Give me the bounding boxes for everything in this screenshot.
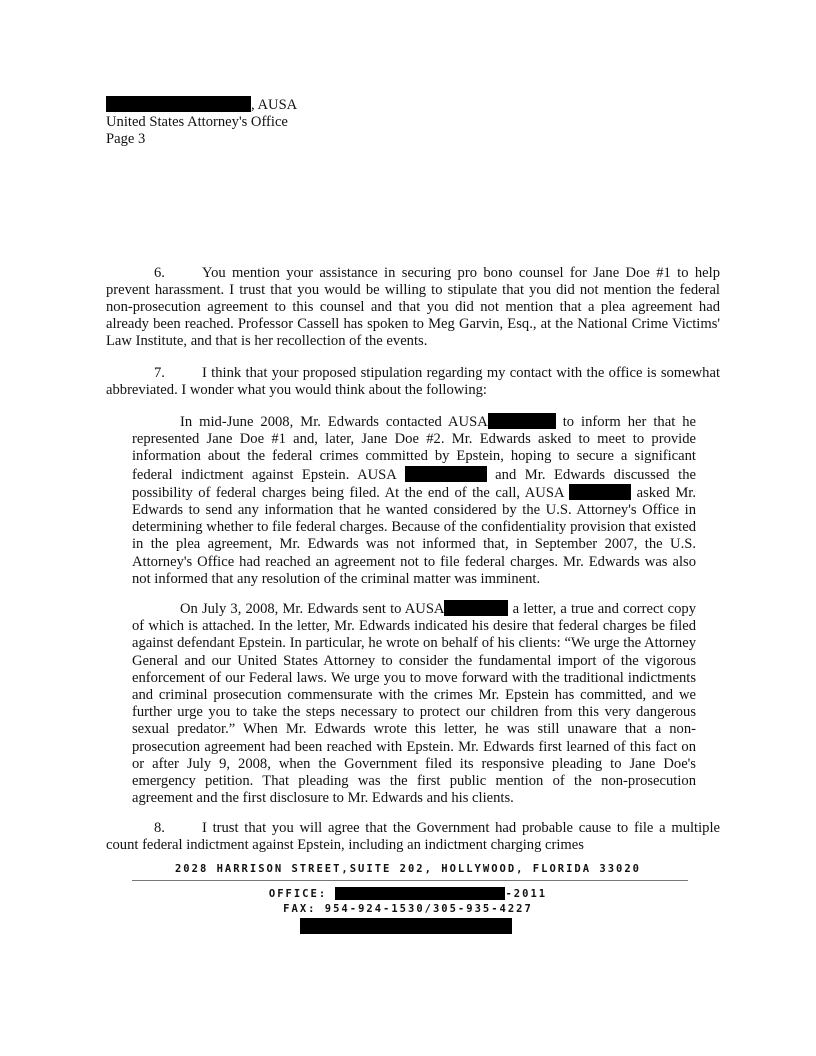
paragraph-number: 7. [154, 364, 165, 381]
page-number: Page 3 [106, 131, 146, 148]
redaction [106, 96, 251, 112]
quote-text: a letter, a true and correct copy of which is attached. In the letter, Mr. Edwards indicated his desire that federal charges be filed against defendant Epstein. In particular, he wrote on behalf of his clients: “We urge the Attorney General and our United States Attorney to consider the fundamental import of the vigorous enforcement of our Federal laws. We urge you to move forward with the traditional indictments and criminal prosecution commensurate with the crimes Mr. Epstein has committed, and we further urge you to take the steps necessary to protect our children from this very dangerous sexual predator.” When Mr. Edwards wrote this letter, he was still unaware that a non-prosecution agreement had been reached with Epstein. Mr. Edwards first learned of this fact on or after July 9, 2008, when the Government filed its responsive pleading to Jane Doe's emergency petition. That pleading was the first public mention of the non-prosecution agreement and the first disclosure to Mr. Edwards and his clients. [132, 601, 696, 807]
redaction [569, 484, 631, 500]
redaction [335, 887, 505, 900]
redaction [444, 600, 508, 616]
letter-header [106, 96, 816, 149]
office-phone-suffix: -2011 [505, 887, 548, 900]
block-quote-2 [132, 600, 696, 807]
paragraph-6 [106, 265, 720, 351]
quote-text: and Mr. Edwards discussed the possibility of federal charges being filed. At the end of the call, AUSA [132, 466, 696, 501]
block-quote-1 [132, 413, 696, 588]
quote-text: In mid-June 2008, Mr. Edwards contacted AUSA [180, 414, 488, 431]
paragraph-text: I trust that you will agree that the Government had probable cause to file a multiple count federal indictment against Epstein, including an indictment charging crimes [106, 819, 720, 853]
paragraph-7 [106, 365, 720, 399]
paragraph-number: 8. [154, 819, 165, 836]
office-label: OFFICE: [268, 887, 328, 900]
addressee-title: , AUSA [251, 97, 298, 113]
footer-office [0, 887, 816, 902]
quote-text: to inform her that he represented Jane Doe #1 and, later, Jane Doe #2. Mr. Edwards asked to meet to provide information about the federal crimes committed by Epstein, hoping to secure a significant federal indictment against Epstein. AUSA [132, 414, 696, 483]
quote-text: asked Mr. Edwards to send any information that he wanted considered by the U.S. Attorney's Office in determining whether to file federal charges. Because of the confidentiality provision that existed in the plea agreement, Mr. Edwards was not informed that, in September 2007, the U.S. Attorney's Office had reached an agreement not to file federal charges. Mr. Edwards was also not informed that any resolution of the criminal matter was imminent. [132, 484, 696, 587]
paragraph-8 [106, 820, 720, 854]
footer-address: 2028 HARRISON STREET,SUITE 202, HOLLYWOOD, FLORIDA 33020 [174, 862, 641, 875]
redaction [488, 413, 556, 429]
redaction [405, 466, 487, 482]
quote-text: On July 3, 2008, Mr. Edwards sent to AUSA [180, 601, 445, 618]
redaction [300, 918, 512, 934]
footer-fax: FAX: 954-924-1530/305-935-4227 [283, 902, 533, 915]
footer-divider [132, 880, 688, 881]
paragraph-number: 6. [154, 264, 165, 281]
paragraph-text: I think that your proposed stipulation regarding my contact with the office is somewhat abbreviated. I wonder what you would think about the following: [106, 364, 720, 398]
paragraph-text: You mention your assistance in securing pro bono counsel for Jane Doe #1 to help prevent harassment. I trust that you would be willing to stipulate that you did not mention the federal non-prosecution agreement to this counsel and that you did not mention that a plea agreement had already been reached. Professor Cassell has spoken to Meg Garvin, Esq., at the National Crime Victims' Law Institute, and that is her recollection of the events. [106, 264, 720, 350]
addressee-office: United States Attorney's Office [106, 114, 288, 131]
